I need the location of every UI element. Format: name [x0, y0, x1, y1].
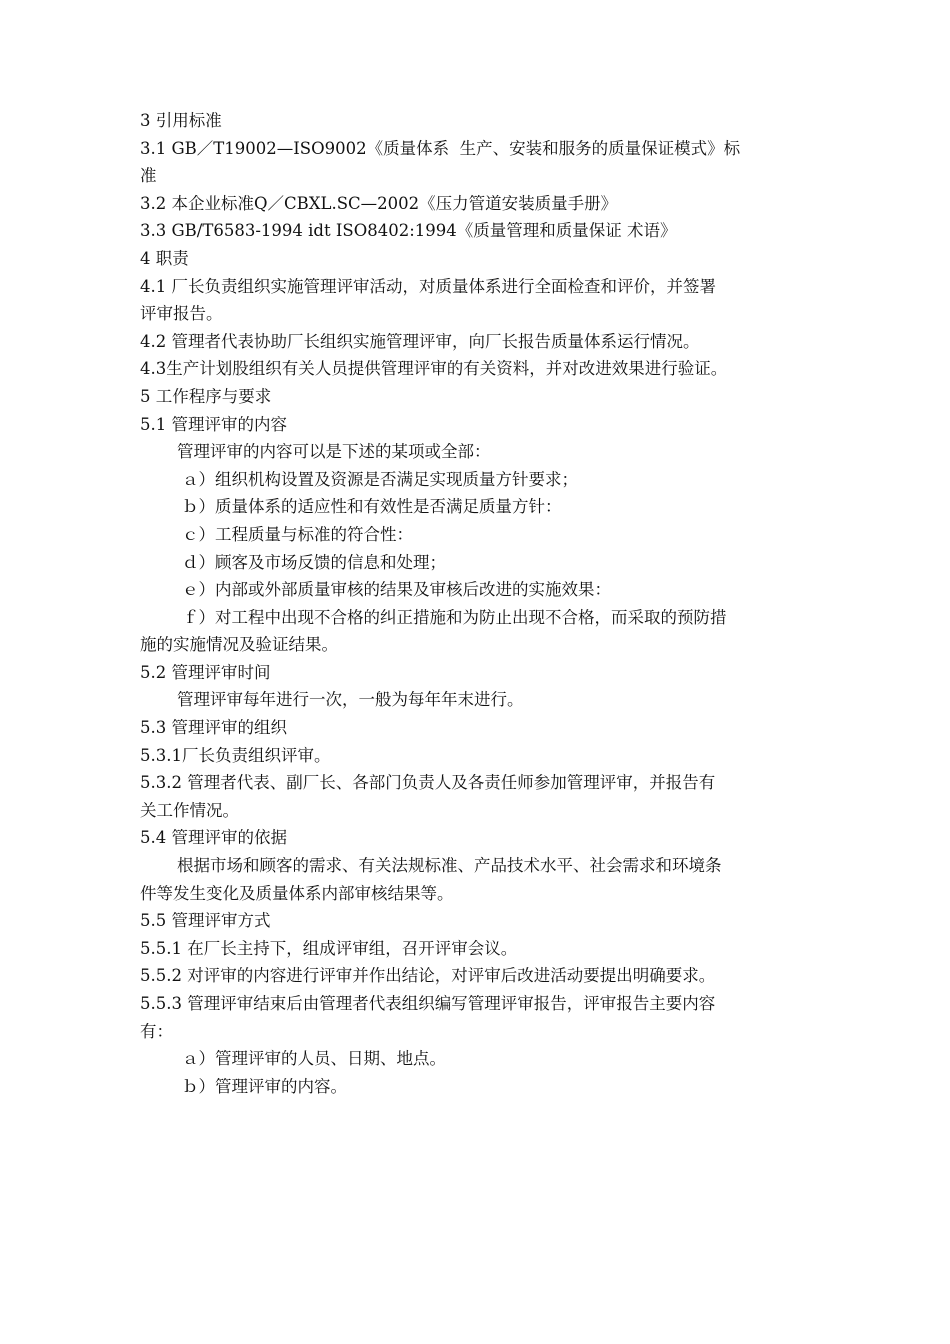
- subsection-heading: 5.1 管理评审的内容: [140, 414, 287, 434]
- text-line: 5.5.2 对评审的内容进行评审并作出结论，对评审后改进活动要提出明确要求。: [140, 966, 716, 986]
- paragraph-line: 根据市场和顾客的需求、有关法规标准、产品技术水平、社会需求和环境条: [177, 856, 722, 876]
- list-item: ｆ）对工程中出现不合格的纠正措施和为防止出现不合格，而采取的预防措: [182, 607, 727, 627]
- text-line: 5.3.2 管理者代表、副厂长、各部门负责人及各责任师参加管理评审，并报告有: [140, 773, 716, 793]
- section-heading: 3 引用标准: [140, 111, 222, 130]
- text-line: 4.3生产计划股组织有关人员提供管理评审的有关资料，并对改进效果进行验证。: [140, 359, 728, 379]
- list-item: ａ）管理评审的人员、日期、地点。: [182, 1049, 446, 1069]
- list-item: ａ）组织机构设置及资源是否满足实现质量方针要求；: [182, 469, 578, 489]
- text-line: 关工作情况。: [140, 800, 239, 820]
- list-item: ｂ）质量体系的适应性和有效性是否满足质量方针：: [182, 497, 562, 517]
- list-item: ｂ）管理评审的内容。: [182, 1076, 347, 1096]
- text-line: 3.3 GB/T6583-1994 idt ISO8402:1994《质量管理和质量保证 术语》: [140, 221, 677, 241]
- subsection-heading: 5.3 管理评审的组织: [140, 718, 287, 738]
- text-line: 4.1 厂长负责组织实施管理评审活动，对质量体系进行全面检查和评价，并签署: [140, 276, 716, 296]
- text-line: 施的实施情况及验证结果。: [140, 635, 338, 655]
- list-item: ｄ）顾客及市场反馈的信息和处理；: [182, 552, 446, 572]
- paragraph-line: 管理评审每年进行一次，一般为每年年末进行。: [177, 690, 524, 710]
- text-line: 件等发生变化及质量体系内部审核结果等。: [140, 883, 454, 903]
- list-item: ｃ）工程质量与标准的符合性：: [182, 524, 413, 544]
- text-line: 5.5.3 管理评审结束后由管理者代表组织编写管理评审报告，评审报告主要内容: [140, 994, 716, 1013]
- paragraph-line: 管理评审的内容可以是下述的某项或全部：: [177, 442, 491, 462]
- text-line: 3.1 GB／T19002—ISO9002《质量体系 生产、安装和服务的质量保证模式》标: [140, 138, 741, 158]
- text-line: 5.5.1 在厂长主持下，组成评审组，召开评审会议。: [140, 938, 518, 958]
- text-line: 4.2 管理者代表协助厂长组织实施管理评审，向厂长报告质量体系运行情况。: [140, 331, 700, 351]
- section-heading: 5 工作程序与要求: [140, 386, 272, 406]
- document-body: [140, 107, 812, 1100]
- section-heading: 4 职责: [140, 248, 189, 268]
- text-line: 有：: [140, 1021, 173, 1041]
- text-line: 3.2 本企业标准Q／CBXL.SC—2002《压力管道安装质量手册》: [140, 193, 618, 213]
- text-line: 5.3.1厂长负责组织评审。: [140, 745, 331, 765]
- text-line: 评审报告。: [140, 304, 223, 324]
- text-line: 准: [140, 166, 157, 186]
- list-item: ｅ）内部或外部质量审核的结果及审核后改进的实施效果：: [182, 580, 611, 600]
- subsection-heading: 5.2 管理评审时间: [140, 662, 271, 682]
- subsection-heading: 5.4 管理评审的依据: [140, 828, 287, 848]
- subsection-heading: 5.5 管理评审方式: [140, 911, 271, 931]
